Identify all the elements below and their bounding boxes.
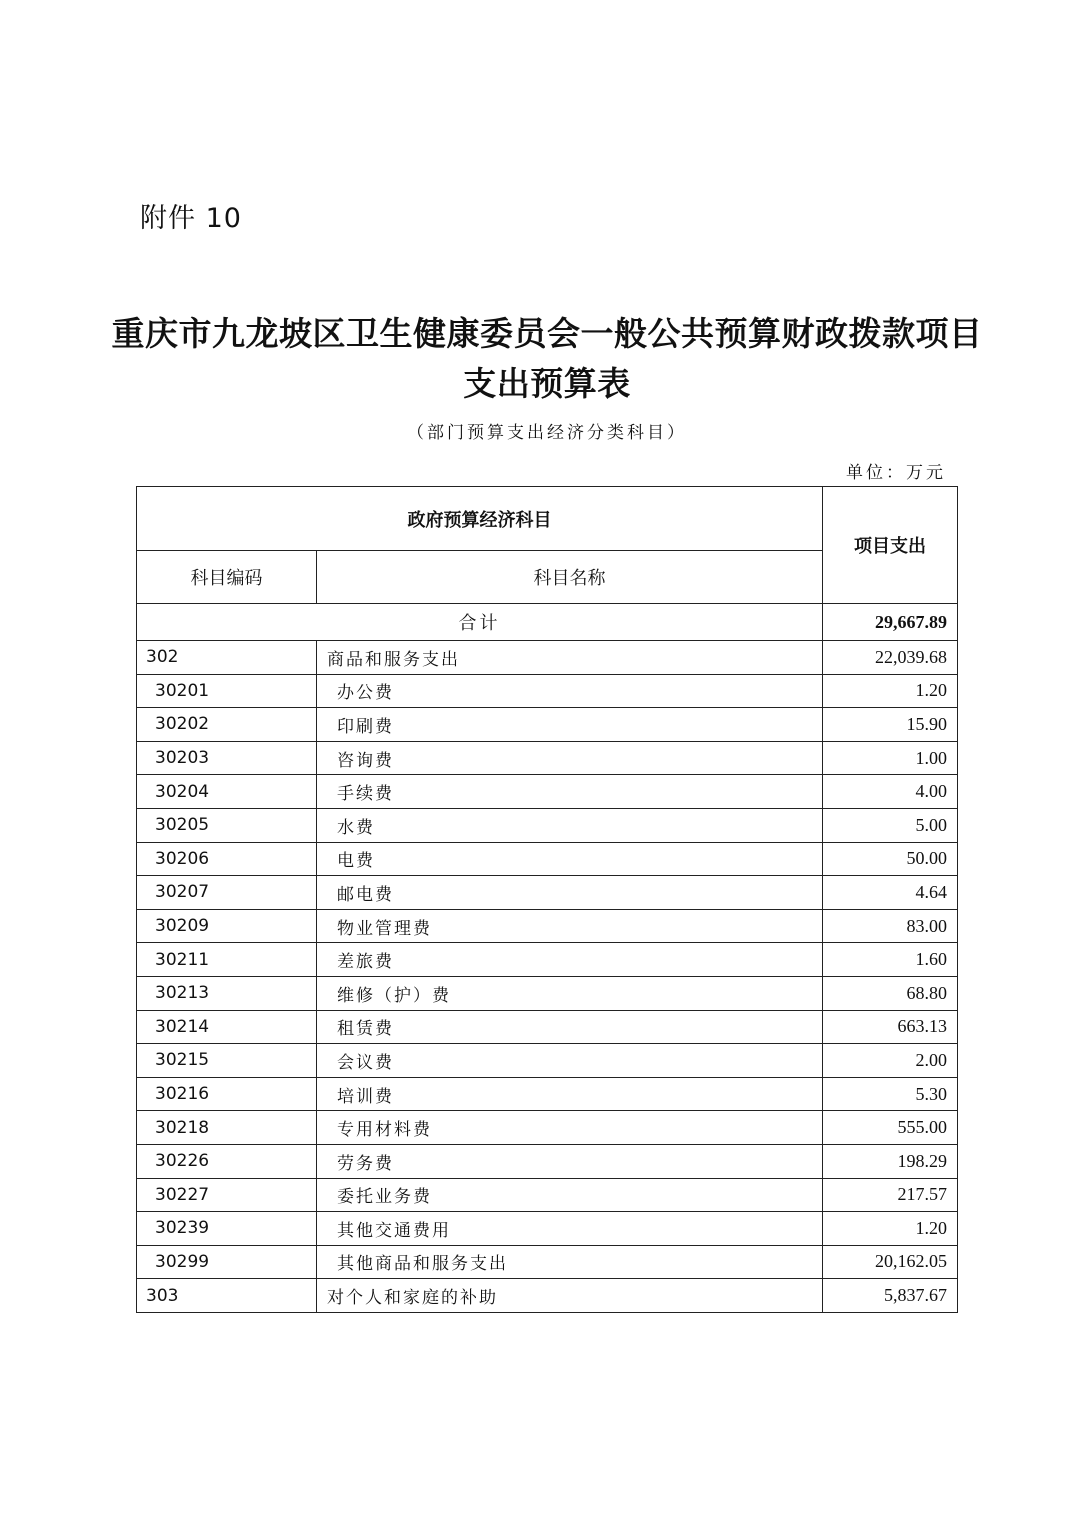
subject-name-cell: 劳务费	[317, 1144, 823, 1178]
header-subject-name: 科目名称	[317, 551, 823, 604]
total-amount: 29,667.89	[823, 604, 958, 641]
subject-code-cell: 30215	[137, 1044, 317, 1078]
subject-name-cell: 电费	[317, 842, 823, 876]
subject-name-cell: 差旅费	[317, 943, 823, 977]
total-row	[137, 604, 958, 641]
subject-code-cell: 30218	[137, 1111, 317, 1145]
document-subtitle: （部门预算支出经济分类科目）	[407, 423, 687, 443]
document-title: 重庆市九龙坡区卫生健康委员会一般公共预算财政拨款项目	[111, 314, 983, 353]
subject-name-cell: 对个人和家庭的补助	[317, 1279, 823, 1313]
table-row	[137, 1010, 958, 1044]
attachment-label: 附件 10	[140, 203, 242, 234]
subject-code-cell: 30227	[137, 1178, 317, 1212]
subject-code-cell: 303	[137, 1279, 317, 1313]
header-subject-code: 科目编码	[137, 551, 317, 604]
subject-name-cell: 会议费	[317, 1044, 823, 1078]
subject-name-cell: 专用材料费	[317, 1111, 823, 1145]
table-row	[137, 1212, 958, 1246]
table-row	[137, 1279, 958, 1313]
subject-code-cell: 30211	[137, 943, 317, 977]
subject-code-cell: 30239	[137, 1212, 317, 1246]
table-row	[137, 842, 958, 876]
subject-name-cell: 委托业务费	[317, 1178, 823, 1212]
table-row	[137, 1144, 958, 1178]
subject-name-cell: 印刷费	[317, 708, 823, 742]
amount-cell: 22,039.68	[823, 641, 958, 675]
subject-name-cell: 维修（护）费	[317, 976, 823, 1010]
amount-cell: 15.90	[823, 708, 958, 742]
table-row	[137, 876, 958, 910]
table-row	[137, 808, 958, 842]
subject-name-cell: 手续费	[317, 775, 823, 809]
total-label: 合计	[137, 604, 823, 641]
table-row	[137, 641, 958, 675]
amount-cell: 1.20	[823, 1212, 958, 1246]
subject-code-cell: 30226	[137, 1144, 317, 1178]
table-row	[137, 741, 958, 775]
subject-code-cell: 30202	[137, 708, 317, 742]
subject-name-cell: 租赁费	[317, 1010, 823, 1044]
subject-name-cell: 邮电费	[317, 876, 823, 910]
subject-name-cell: 水费	[317, 808, 823, 842]
subject-name-cell: 其他商品和服务支出	[317, 1245, 823, 1279]
amount-cell: 5.00	[823, 808, 958, 842]
amount-cell: 198.29	[823, 1144, 958, 1178]
subject-name-cell: 其他交通费用	[317, 1212, 823, 1246]
subject-code-cell: 30205	[137, 808, 317, 842]
table-row	[137, 976, 958, 1010]
subject-code-cell: 30214	[137, 1010, 317, 1044]
subject-code-cell: 30299	[137, 1245, 317, 1279]
subject-name-cell: 培训费	[317, 1077, 823, 1111]
amount-cell: 50.00	[823, 842, 958, 876]
header-economic-subject: 政府预算经济科目	[137, 487, 823, 551]
amount-cell: 555.00	[823, 1111, 958, 1145]
amount-cell: 68.80	[823, 976, 958, 1010]
subject-code-cell: 30207	[137, 876, 317, 910]
subject-name-cell: 咨询费	[317, 741, 823, 775]
table-row	[137, 1077, 958, 1111]
subject-code-cell: 30204	[137, 775, 317, 809]
subject-name-cell: 办公费	[317, 674, 823, 708]
amount-cell: 2.00	[823, 1044, 958, 1078]
subject-code-cell: 30213	[137, 976, 317, 1010]
table-row	[137, 909, 958, 943]
budget-table	[136, 486, 958, 1313]
amount-cell: 1.00	[823, 741, 958, 775]
subject-code-cell: 30206	[137, 842, 317, 876]
subject-code-cell: 30201	[137, 674, 317, 708]
subject-code-cell: 30209	[137, 909, 317, 943]
amount-cell: 5.30	[823, 1077, 958, 1111]
amount-cell: 217.57	[823, 1178, 958, 1212]
table-row	[137, 1178, 958, 1212]
unit-label: 单位：万元	[846, 463, 946, 483]
amount-cell: 5,837.67	[823, 1279, 958, 1313]
subject-name-cell: 商品和服务支出	[317, 641, 823, 675]
table-row	[137, 674, 958, 708]
table-row	[137, 1044, 958, 1078]
amount-cell: 83.00	[823, 909, 958, 943]
amount-cell: 1.60	[823, 943, 958, 977]
amount-cell: 4.00	[823, 775, 958, 809]
table-row	[137, 1245, 958, 1279]
document-title-continued: 支出预算表	[463, 364, 631, 403]
header-project-expenditure: 项目支出	[823, 487, 958, 604]
subject-code-cell: 30216	[137, 1077, 317, 1111]
subject-name-cell: 物业管理费	[317, 909, 823, 943]
table-row	[137, 708, 958, 742]
amount-cell: 4.64	[823, 876, 958, 910]
amount-cell: 20,162.05	[823, 1245, 958, 1279]
table-row	[137, 943, 958, 977]
table-row	[137, 1111, 958, 1145]
amount-cell: 663.13	[823, 1010, 958, 1044]
subject-code-cell: 30203	[137, 741, 317, 775]
table-row	[137, 775, 958, 809]
amount-cell: 1.20	[823, 674, 958, 708]
subject-code-cell: 302	[137, 641, 317, 675]
